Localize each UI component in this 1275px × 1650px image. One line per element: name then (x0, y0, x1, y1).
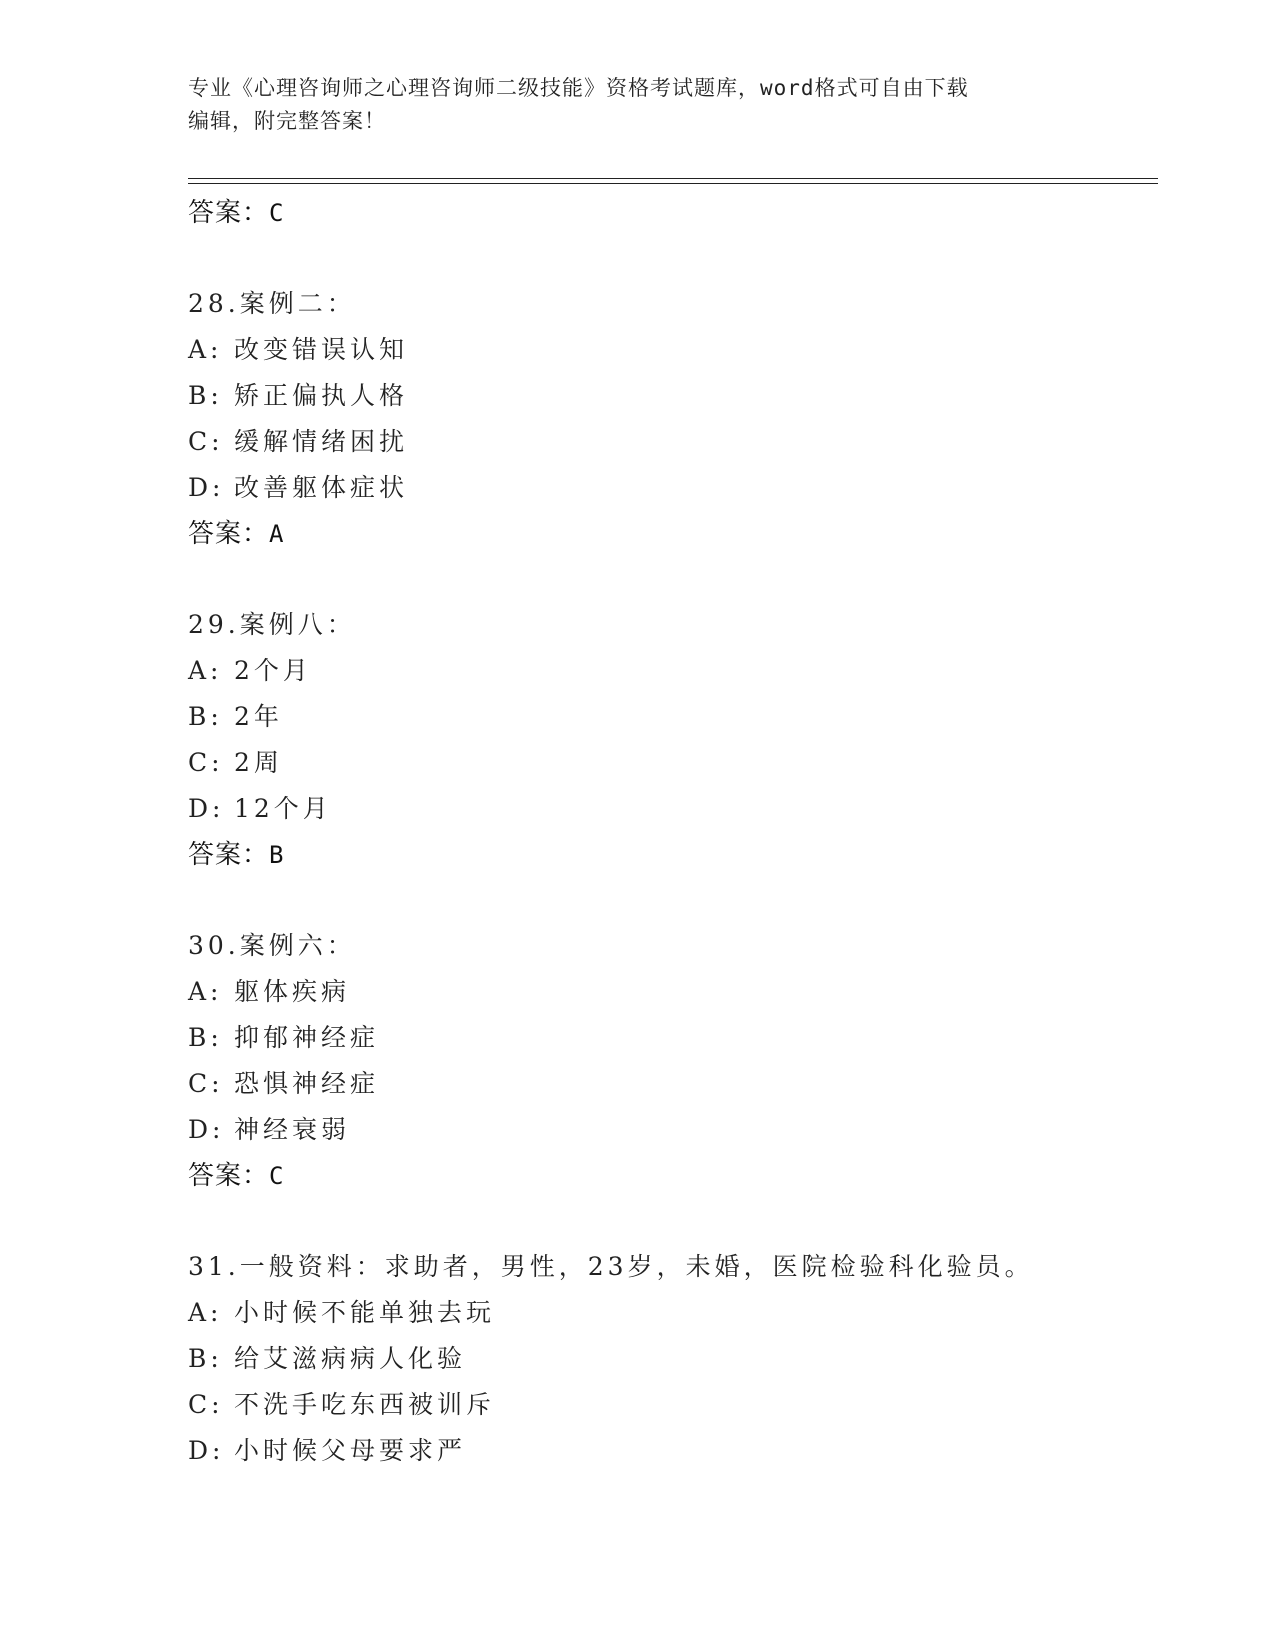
answer-value: A (269, 520, 285, 548)
option-label: B: (188, 702, 223, 731)
option-d (188, 786, 1158, 832)
option-text: 缓解情绪困扰 (234, 427, 409, 456)
option-text: 恐惧神经症 (234, 1069, 380, 1098)
option-c (188, 1061, 1158, 1107)
option-label: B: (188, 1023, 223, 1052)
option-text: 矫正偏执人格 (234, 381, 409, 410)
option-label: C: (188, 1069, 224, 1098)
option-label: C: (188, 748, 224, 777)
option-label: A: (188, 656, 223, 685)
header-divider-top (188, 178, 1158, 179)
answer-line (188, 190, 1158, 236)
document-header (188, 72, 1068, 138)
option-text: 改善躯体症状 (234, 473, 409, 502)
answer-label: 答案： (188, 840, 270, 870)
option-d (188, 465, 1158, 511)
answer-value: C (269, 199, 285, 227)
option-text: 躯体疾病 (234, 977, 351, 1006)
option-text: 12个月 (234, 794, 332, 823)
option-label: D: (188, 794, 225, 823)
option-label: A: (188, 335, 223, 364)
answer-label: 答案： (188, 1161, 270, 1191)
question-list (188, 190, 1158, 1474)
option-b (188, 1336, 1158, 1382)
header-line-2: 编辑，附完整答案！ (188, 109, 386, 133)
option-text: 不洗手吃东西被训斥 (234, 1390, 496, 1419)
option-label: A: (188, 977, 223, 1006)
spacer (188, 878, 1158, 923)
option-text: 2周 (234, 748, 283, 777)
question-stem: 28.案例二： (188, 289, 356, 318)
answer-value: B (269, 841, 285, 869)
question-block (188, 281, 1158, 557)
header-line-1: 专业《心理咨询师之心理咨询师二级技能》资格考试题库，word格式可自由下载 (188, 76, 969, 100)
option-text: 抑郁神经症 (234, 1023, 380, 1052)
option-label: A: (188, 1298, 223, 1327)
option-text: 2年 (234, 702, 283, 731)
option-label: C: (188, 427, 224, 456)
answer-line (188, 511, 1158, 557)
option-label: B: (188, 381, 223, 410)
spacer (188, 1199, 1158, 1244)
option-b (188, 1015, 1158, 1061)
option-a (188, 1290, 1158, 1336)
answer-value: C (269, 1162, 285, 1190)
option-label: D: (188, 1115, 225, 1144)
question-stem: 29.案例八： (188, 610, 356, 639)
option-d (188, 1107, 1158, 1153)
option-c (188, 1382, 1158, 1428)
option-a (188, 648, 1158, 694)
option-c (188, 740, 1158, 786)
option-text: 2个月 (234, 656, 312, 685)
spacer (188, 557, 1158, 602)
answer-label: 答案： (188, 198, 270, 228)
option-text: 给艾滋病病人化验 (234, 1344, 467, 1373)
answer-line (188, 832, 1158, 878)
option-text: 小时候不能单独去玩 (234, 1298, 496, 1327)
option-a (188, 327, 1158, 373)
answer-label: 答案： (188, 519, 270, 549)
question-stem: 31.一般资料：求助者，男性，23岁，未婚，医院检验科化验员。 (188, 1252, 1034, 1281)
question-stem: 30.案例六： (188, 931, 356, 960)
option-text: 改变错误认知 (234, 335, 409, 364)
option-label: B: (188, 1344, 223, 1373)
question-block (188, 602, 1158, 878)
option-b (188, 694, 1158, 740)
option-d (188, 1428, 1158, 1474)
option-a (188, 969, 1158, 1015)
option-label: C: (188, 1390, 224, 1419)
option-c (188, 419, 1158, 465)
header-divider-bottom (188, 183, 1158, 184)
question-block (188, 923, 1158, 1199)
option-text: 小时候父母要求严 (234, 1436, 467, 1465)
spacer (188, 236, 1158, 281)
option-label: D: (188, 1436, 225, 1465)
option-b (188, 373, 1158, 419)
question-block (188, 1244, 1158, 1474)
option-text: 神经衰弱 (234, 1115, 351, 1144)
answer-line (188, 1153, 1158, 1199)
option-label: D: (188, 473, 225, 502)
